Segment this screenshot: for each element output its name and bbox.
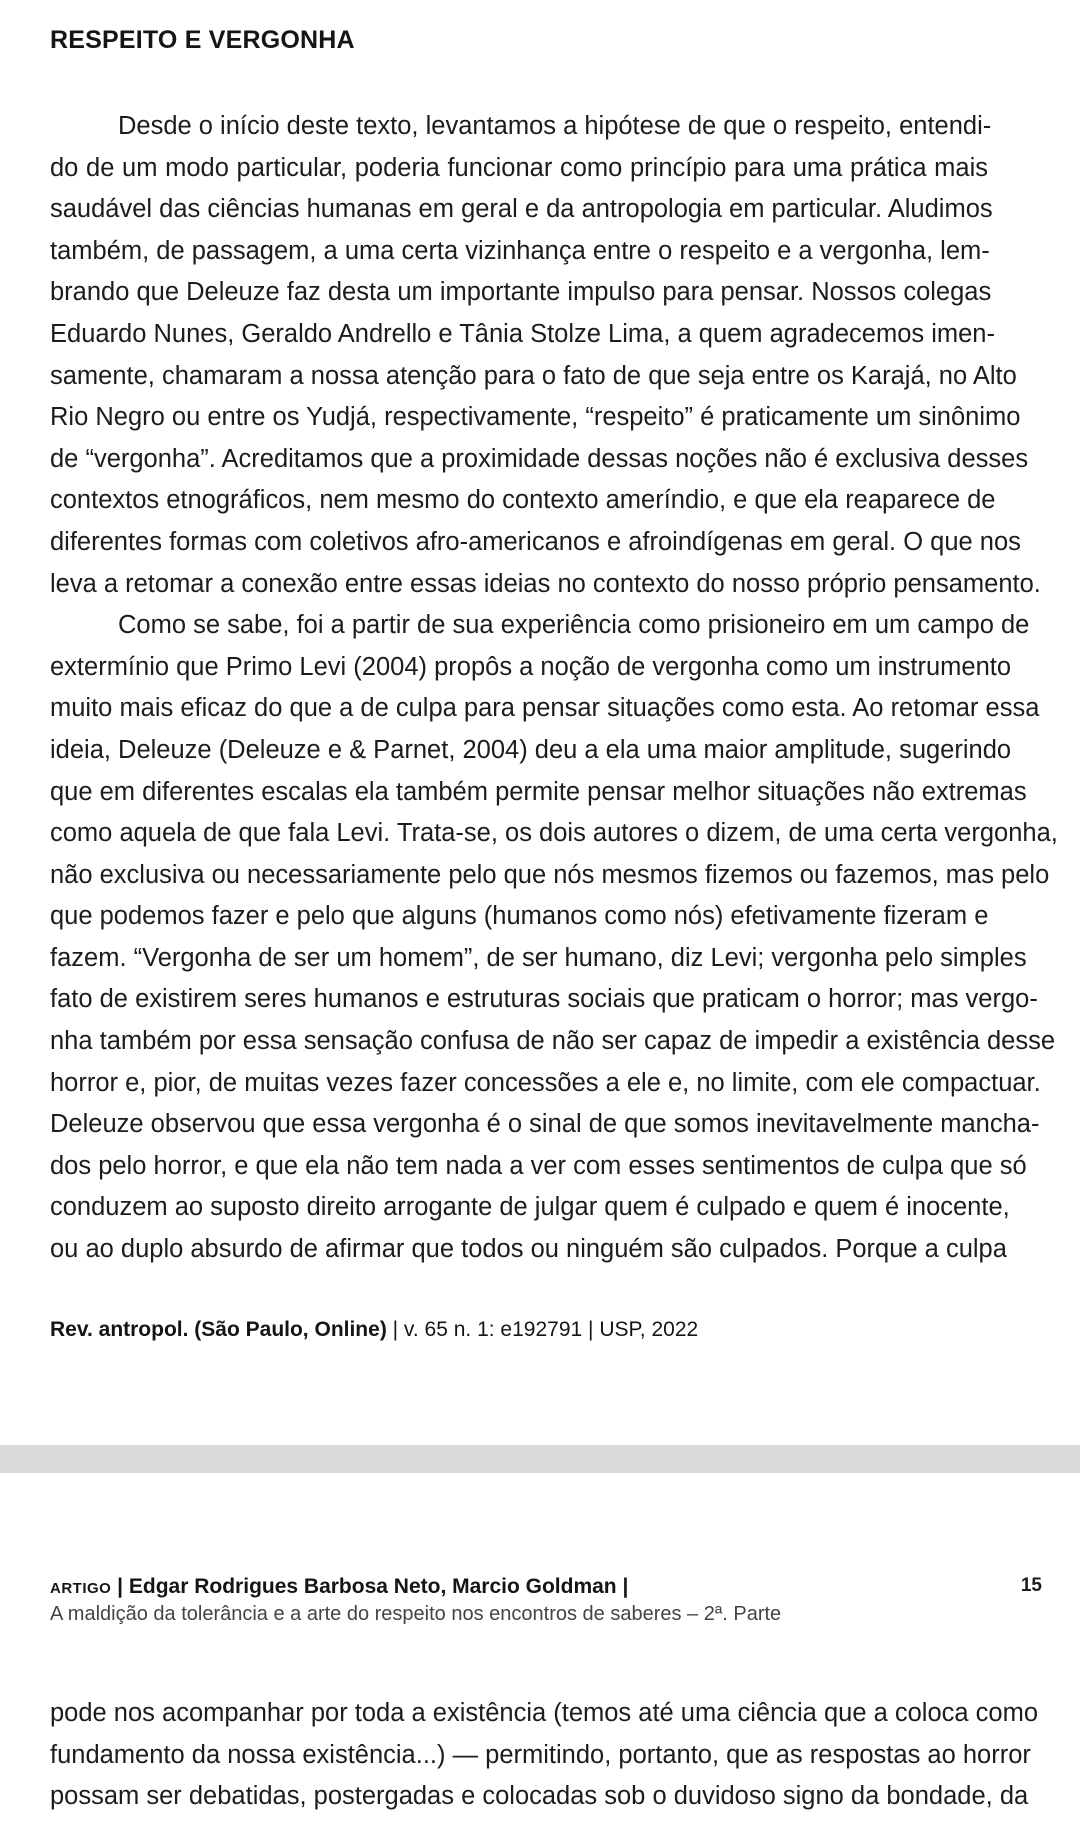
text-line: muito mais eficaz do que a de culpa para pensar situações como esta. Ao retomar essa bbox=[50, 694, 1040, 723]
text-line: não exclusiva ou necessariamente pelo que nós mesmos fizemos ou fazemos, mas pelo bbox=[50, 860, 1050, 889]
text-line: também, de passagem, a uma certa vizinhança entre o respeito e a vergonha, lem- bbox=[50, 236, 990, 265]
journal-name: Rev. antropol. (São Paulo, Online) bbox=[50, 1318, 387, 1341]
text-line: Deleuze observou que essa vergonha é o sinal de que somos inevitavelmente mancha- bbox=[50, 1110, 1040, 1139]
text-line: que podemos fazer e pelo que alguns (humanos como nós) efetivamente fizeram e bbox=[50, 902, 989, 931]
text-line: diferentes formas com coletivos afro-americanos e afroindígenas em geral. O que nos bbox=[50, 527, 1021, 556]
text-line: samente, chamaram a nossa atenção para o fato de que seja entre os Karajá, no Alto bbox=[50, 361, 1017, 390]
page-divider bbox=[0, 1445, 1080, 1473]
text-line: pode nos acompanhar por toda a existência (temos até uma ciência que a coloca como bbox=[50, 1699, 1039, 1727]
text-line: Como se sabe, foi a partir de sua experiência como prisioneiro em um campo de bbox=[118, 611, 1030, 640]
body-text-top bbox=[50, 106, 1058, 1271]
text-line: Desde o início deste texto, levantamos a hipótese de que o respeito, entendi- bbox=[118, 112, 992, 140]
text-line: contextos etnográficos, nem mesmo do contexto ameríndio, e que ela reaparece de bbox=[50, 486, 996, 515]
text-line: fundamento da nossa existência...) — permitindo, portanto, que as respostas ao horror bbox=[50, 1740, 1031, 1769]
text-line: nha também por essa sensação confusa de não ser capaz de impedir a existência desse bbox=[50, 1027, 1056, 1056]
text-line: possam ser debatidas, postergadas e colocadas sob o duvidoso signo da bondade, da bbox=[50, 1782, 1029, 1811]
text-line: brando que Deleuze faz desta um importante impulso para pensar. Nossos colegas bbox=[50, 278, 992, 307]
text-line: Rio Negro ou entre os Yudjá, respectivamente, “respeito” é praticamente um sinônimo bbox=[50, 403, 1021, 432]
text-line: leva a retomar a conexão entre essas ideias no contexto do nosso próprio pensamento. bbox=[50, 569, 1041, 598]
text-line: fazem. “Vergonha de ser um homem”, de ser humano, diz Levi; vergonha pelo simples bbox=[50, 943, 1027, 972]
text-line: saudável das ciências humanas em geral e da antropologia em particular. Aludimos bbox=[50, 195, 993, 224]
text-line: fato de existirem seres humanos e estruturas sociais que praticam o horror; mas vergo- bbox=[50, 985, 1038, 1014]
body-text-bottom bbox=[50, 1693, 1039, 1818]
journal-volume-info: | v. 65 n. 1: e192791 | USP, 2022 bbox=[386, 1318, 699, 1341]
text-line: Eduardo Nunes, Geraldo Andrello e Tânia Stolze Lima, a quem agradecemos imen- bbox=[50, 319, 995, 348]
article-label: artigo bbox=[50, 1575, 112, 1598]
author-names: | Edgar Rodrigues Barbosa Neto, Marcio Goldman | bbox=[111, 1575, 629, 1598]
section-heading: RESPEITO E VERGONHA bbox=[50, 26, 355, 54]
text-line: que em diferentes escalas ela também permite pensar melhor situações não extremas bbox=[50, 777, 1027, 806]
text-line: ideia, Deleuze (Deleuze e & Parnet, 2004) deu a ela uma maior amplitude, sugerindo bbox=[50, 735, 1012, 764]
text-line: ou ao duplo absurdo de afirmar que todos ou ninguém são culpados. Porque a culpa bbox=[50, 1235, 1007, 1264]
article-subtitle: A maldição da tolerância e a arte do respeito nos encontros de saberes – 2ª. Parte bbox=[50, 1603, 782, 1625]
running-head bbox=[50, 1575, 1042, 1626]
text-line: de “vergonha”. Acreditamos que a proximidade dessas noções não é exclusiva desses bbox=[50, 444, 1029, 473]
page-number: 15 bbox=[1020, 1575, 1042, 1596]
journal-citation bbox=[50, 1318, 698, 1342]
text-line: conduzem ao suposto direito arrogante de julgar quem é culpado e quem é inocente, bbox=[50, 1193, 1010, 1222]
text-line: horror e, pior, de muitas vezes fazer concessões a ele e, no limite, com ele compactuar. bbox=[50, 1068, 1041, 1097]
text-line: extermínio que Primo Levi (2004) propôs a noção de vergonha como um instrumento bbox=[50, 652, 1012, 681]
text-line: como aquela de que fala Levi. Trata-se, os dois autores o dizem, de uma certa vergonha, bbox=[50, 819, 1058, 848]
text-line: do de um modo particular, poderia funcionar como princípio para uma prática mais bbox=[50, 153, 988, 182]
running-head-authors bbox=[50, 1575, 1042, 1599]
text-line: dos pelo horror, e que ela não tem nada a ver com esses sentimentos de culpa que só bbox=[50, 1151, 1027, 1180]
